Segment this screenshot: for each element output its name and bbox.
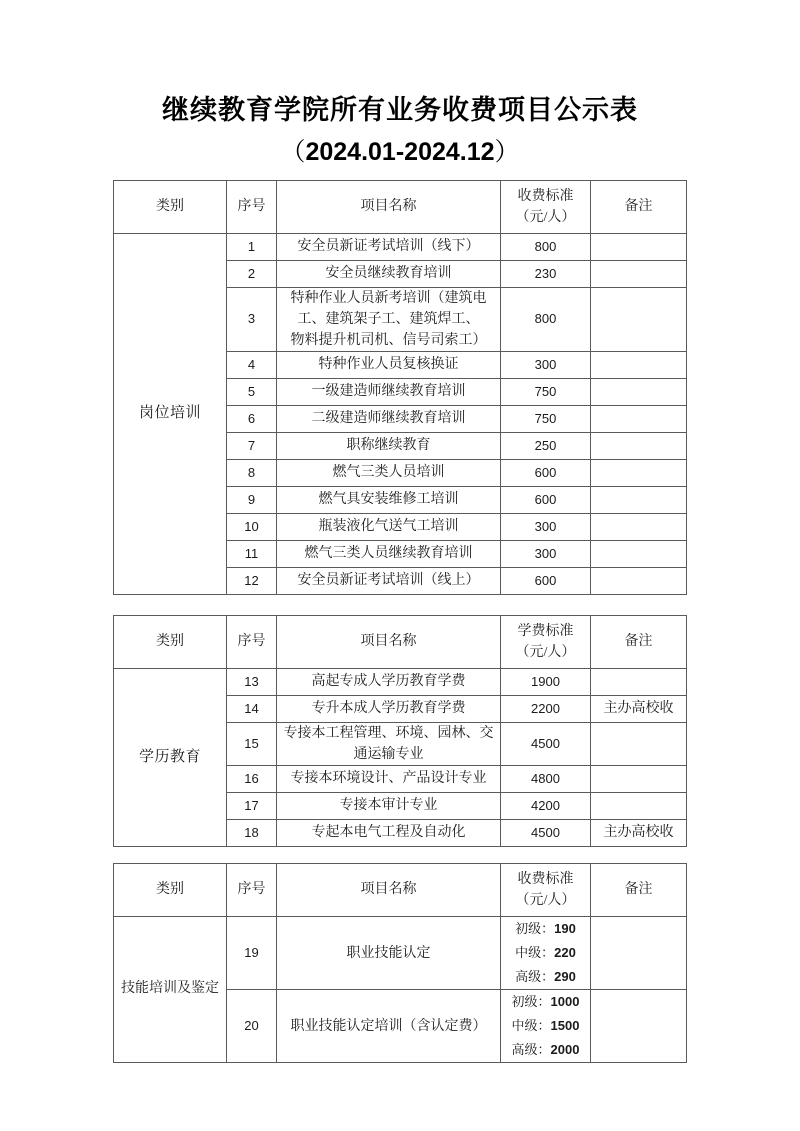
row-remark [591,486,687,513]
row-fee: 4200 [501,792,591,819]
row-item-name-line: 通运输专业 [353,746,424,762]
row-serial: 16 [227,765,277,792]
row-remark [591,916,687,989]
row-item-name: 一级建造师继续教育培训 [277,378,501,405]
fee-level-senior [501,1038,590,1062]
category-cell-post-training: 岗位培训 [114,233,227,594]
table-gap [0,595,800,615]
fee-level-junior [501,990,590,1014]
row-remark [591,233,687,260]
row-item-name: 二级建造师继续教育培训 [277,405,501,432]
fee-level-intermediate-label: 中级： [515,944,555,960]
row-fee: 600 [501,567,591,594]
table-post-training-wrapper [113,180,687,595]
fee-level-junior-value: 1000 [550,994,580,1010]
row-item-name: 特种作业人员复核换证 [277,351,501,378]
row-serial: 10 [227,513,277,540]
row-serial: 14 [227,695,277,722]
row-fee: 750 [501,378,591,405]
row-serial: 1 [227,233,277,260]
period-range: 2024.01-2024.12 [305,138,495,167]
header-item-name: 项目名称 [277,615,501,668]
row-serial: 17 [227,792,277,819]
row-remark [591,378,687,405]
row-fee: 300 [501,540,591,567]
table-post-training [113,180,687,595]
table-post-training-body [114,233,687,594]
fee-level-junior-label: 初级： [515,920,555,936]
paren-close: ） [494,139,520,167]
row-serial: 6 [227,405,277,432]
header-remark: 备注 [591,863,687,916]
row-remark [591,668,687,695]
row-serial: 7 [227,432,277,459]
row-fee-levels [501,916,591,989]
row-fee: 600 [501,486,591,513]
row-fee: 250 [501,432,591,459]
row-item-name: 安全员继续教育培训 [277,260,501,287]
header-fee-standard [501,863,591,916]
row-fee: 4500 [501,819,591,846]
row-item-name: 职业技能认定培训（含认定费） [277,990,501,1063]
table-row [114,233,687,260]
row-remark [591,792,687,819]
row-serial: 5 [227,378,277,405]
row-item-name: 专起本电气工程及自动化 [277,819,501,846]
fee-level-intermediate-value: 1500 [550,1018,580,1034]
row-serial: 2 [227,260,277,287]
table-header-row [114,180,687,233]
header-fee-standard-line1: 收费标准 [517,871,574,887]
row-item-name: 专升本成人学历教育学费 [277,695,501,722]
fee-level-intermediate [501,1014,590,1038]
header-category: 类别 [114,863,227,916]
header-fee-standard-line2: （元/人） [515,209,576,225]
row-fee: 600 [501,459,591,486]
header-tuition-standard-line1: 学费标准 [517,623,574,639]
fee-level-senior [501,965,590,989]
row-fee: 750 [501,405,591,432]
row-fee-levels [501,990,591,1063]
row-item-name-line: 工、建筑架子工、建筑焊工、 [297,311,480,327]
header-fee-standard-line2: （元/人） [515,892,576,908]
row-item-name [277,722,501,765]
row-remark [591,540,687,567]
category-cell-academic-education: 学历教育 [114,668,227,846]
header-remark: 备注 [591,615,687,668]
fee-level-junior-label: 初级： [511,994,551,1010]
row-fee: 300 [501,351,591,378]
row-remark [591,765,687,792]
row-item-name: 职业技能认定 [277,916,501,989]
header-item-name: 项目名称 [277,180,501,233]
header-tuition-standard-line2: （元/人） [515,644,576,660]
row-remark [591,990,687,1063]
row-serial: 9 [227,486,277,513]
row-item-name [277,287,501,351]
row-item-name: 燃气具安装维修工培训 [277,486,501,513]
table-skill-training-body [114,916,687,1062]
row-item-name: 安全员新证考试培训（线下） [277,233,501,260]
row-serial: 3 [227,287,277,351]
row-remark [591,513,687,540]
fee-level-senior-label: 高级： [511,1042,551,1058]
header-tuition-standard [501,615,591,668]
row-remark: 主办高校收 [591,695,687,722]
row-fee: 2200 [501,695,591,722]
fee-level-intermediate-value: 220 [554,944,576,960]
table-academic-education [113,615,687,847]
row-item-name: 燃气三类人员继续教育培训 [277,540,501,567]
row-item-name: 专接本环境设计、产品设计专业 [277,765,501,792]
row-remark: 主办高校收 [591,819,687,846]
header-fee-standard-line1: 收费标准 [517,188,574,204]
row-item-name-line: 物料提升机司机、信号司索工） [290,332,487,348]
row-remark [591,260,687,287]
row-remark [591,405,687,432]
row-item-name: 瓶装液化气送气工培训 [277,513,501,540]
header-category: 类别 [114,615,227,668]
table-academic-education-body [114,668,687,846]
row-item-name-line: 专接本工程管理、环境、园林、交 [283,725,494,741]
paren-open: （ [280,139,306,167]
row-fee: 4500 [501,722,591,765]
row-fee: 1900 [501,668,591,695]
header-remark: 备注 [591,180,687,233]
table-academic-education-wrapper [113,615,687,847]
table-post-training-head [114,180,687,233]
row-remark [591,459,687,486]
row-item-name: 职称继续教育 [277,432,501,459]
header-serial: 序号 [227,615,277,668]
row-remark [591,432,687,459]
row-item-name: 安全员新证考试培训（线上） [277,567,501,594]
table-skill-training [113,863,687,1063]
fee-level-intermediate [501,941,590,965]
row-remark [591,287,687,351]
table-row [114,916,687,989]
row-serial: 13 [227,668,277,695]
row-fee: 4800 [501,765,591,792]
table-row [114,668,687,695]
row-serial: 4 [227,351,277,378]
row-fee: 230 [501,260,591,287]
category-cell-skill-training: 技能培训及鉴定 [114,916,227,1062]
table-header-row [114,863,687,916]
page-subtitle-period [0,134,800,172]
row-remark [591,351,687,378]
row-item-name-line: 特种作业人员新考培训（建筑电 [290,290,487,306]
row-serial: 15 [227,722,277,765]
row-serial: 20 [227,990,277,1063]
row-fee: 300 [501,513,591,540]
fee-level-junior [501,917,590,941]
fee-level-intermediate-label: 中级： [511,1018,551,1034]
header-item-name: 项目名称 [277,863,501,916]
table-skill-training-wrapper [113,863,687,1063]
fee-level-senior-value: 290 [554,969,576,985]
fee-level-senior-value: 2000 [550,1042,580,1058]
row-serial: 19 [227,916,277,989]
row-remark [591,722,687,765]
row-fee: 800 [501,233,591,260]
row-serial: 11 [227,540,277,567]
fee-level-junior-value: 190 [554,920,576,936]
header-serial: 序号 [227,180,277,233]
table-skill-training-head [114,863,687,916]
fee-level-senior-label: 高级： [515,969,555,985]
table-gap [0,847,800,863]
row-item-name: 高起专成人学历教育学费 [277,668,501,695]
header-category: 类别 [114,180,227,233]
row-serial: 18 [227,819,277,846]
row-fee: 800 [501,287,591,351]
document-title-block [0,0,800,172]
row-remark [591,567,687,594]
page-title: 继续教育学院所有业务收费项目公示表 [162,95,638,125]
header-fee-standard [501,180,591,233]
row-item-name: 燃气三类人员培训 [277,459,501,486]
row-serial: 12 [227,567,277,594]
table-header-row [114,615,687,668]
header-serial: 序号 [227,863,277,916]
row-item-name: 专接本审计专业 [277,792,501,819]
table-academic-education-head [114,615,687,668]
row-serial: 8 [227,459,277,486]
